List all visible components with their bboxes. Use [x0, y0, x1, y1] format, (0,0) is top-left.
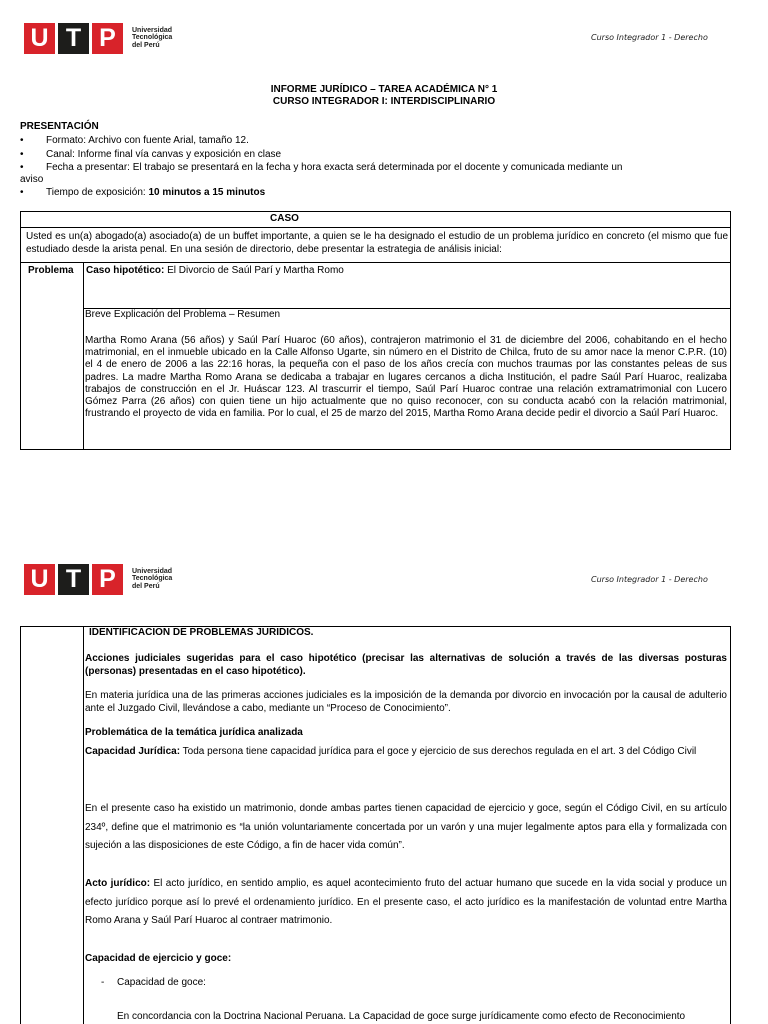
course-label: Curso Integrador 1 - Derecho	[591, 33, 708, 42]
capacidad-goce-item: Capacidad de goce:	[117, 977, 206, 988]
breve-explicacion: Breve Explicación del Problema – Resumen	[85, 309, 281, 320]
problema-label: Problema	[28, 265, 74, 276]
table-divider	[20, 262, 731, 263]
document-title: INFORME JURÍDICO – TAREA ACADÉMICA N° 1	[270, 84, 498, 95]
caso-hipotetico: Caso hipotético: El Divorcio de Saúl Parí y Martha Romo	[86, 265, 344, 276]
bullet-item: • Formato: Archivo con fuente Arial, tamaño 12.	[20, 135, 249, 146]
acto-juridico-paragraph: Acto jurídico: El acto jurídico, en sentido amplio, es aquel acontecimiento fruto del actuar humano que sucede en la vida social y produce un efecto jurídico porque así lo prevé el ordenamiento jurídico. En el presente caso, el acto jurídico es la manifestación de voluntad entre Martha Romo Arana y Saúl Parí Huaroc al contraer matrimonio.	[85, 878, 727, 926]
course-label: Curso Integrador 1 - Derecho	[591, 575, 708, 584]
identificacion-heading: IDENTIFICACION DE PROBLEMAS JURIDICOS.	[89, 627, 314, 638]
capacidad-juridica-paragraph: Capacidad Jurídica: Toda persona tiene capacidad jurídica para el goce y ejercicio de sus derechos regulada en el art. 3 del Código Civil	[85, 746, 697, 757]
table-divider	[83, 262, 84, 450]
bullet-item: • Canal: Informe final vía canvas y exposición en clase	[20, 149, 282, 160]
logo-letter-p: P	[92, 23, 123, 54]
presentacion-heading: PRESENTACIÓN	[20, 121, 99, 132]
document-subtitle: CURSO INTEGRADOR I: INTERDISCIPLINARIO	[272, 96, 496, 107]
acciones-heading: Acciones judiciales sugeridas para el caso hipotético (precisar las alternativas de solución a través de las diversas posturas (personas) presentadas en el caso hipotético).	[85, 653, 727, 677]
bullet-item: • Fecha a presentar: El trabajo se presentará en la fecha y hora exacta será determinada por el docente y comunicada mediante un	[20, 162, 623, 173]
capacidad-ejercicio-heading: Capacidad de ejercicio y goce:	[85, 953, 232, 964]
logo-university-name: Universidad Tecnológica del Perú	[132, 26, 173, 49]
caso-intro: Usted es un(a) abogado(a) asociado(a) de un buffet importante, a quien se le ha designado el estudio de un problema jurídico en concreto (el mismo que fue estudiado desde la arista penal. En una sesión de directorio, debe presentar la estrategia de análisis inicial:	[26, 231, 728, 255]
logo-letter-t: T	[58, 564, 89, 595]
bullet-continuation: aviso	[20, 174, 44, 185]
table-divider	[20, 227, 731, 228]
bullet-item: • Tiempo de exposición: 10 minutos a 15 minutos	[20, 187, 266, 198]
problematica-heading: Problemática de la temática jurídica analizada	[85, 727, 303, 738]
logo-letter-u: U	[24, 564, 55, 595]
acciones-text: En materia jurídica una de las primeras acciones judiciales es la imposición de la demanda por divorcio en invocación por la causal de adulterio ante el Juzgado Civil, llevándose a cabo, mediante un “Proceso de Conocimiento”.	[85, 690, 727, 714]
case-summary: Martha Romo Arana (56 años) y Saúl Parí Huaroc (60 años), contrajeron matrimonio el 31 de diciembre del 2006, cohabitando en el hecho matrimonial, en el inmueble ubicado en la Calle Alfonso Ugarte, sin número en el Distrito de Chilca, fruto de su amor nace la menor C.P.R. (10) el 4 de enero de 2006 a las 22:16 horas, la pequeña con el paso de los años crecía con muchos traumas por las constantes peleas de sus padres. La madre Martha Romo Arana se dedicaba a trabajar en lugares cercanos a dicha Institución, el padre Saúl Parí Huaroc, realizaba trabajos de construcción en el Jr. Huáscar 123. Al trascurrir el tiempo, Saúl Parí Huaroc contrae una relación extramatrimonial con Lucero Gómez Parra (26 años) con quien tiene un hijo actualmente que no quiso reconocer, con su conducta acabó con la relación matrimonial, frustrando el proyecto de vida en familia. Por lo cual, el 25 de marzo del 2015, Martha Romo Arana decide pedir el divorcio a Saúl Parí Huaroc.	[85, 335, 727, 420]
table-border-right	[730, 626, 731, 1024]
logo-letter-t: T	[58, 23, 89, 54]
utp-logo	[24, 563, 172, 595]
logo-letter-u: U	[24, 23, 55, 54]
table-border-left	[20, 626, 21, 1024]
list-dash: -	[101, 977, 105, 988]
caso-heading: CASO	[270, 213, 299, 224]
matrimonio-paragraph: En el presente caso ha existido un matrimonio, donde ambas partes tienen capacidad de ejercicio y goce, según el Código Civil, en su artículo 234º, define que el matrimonio es “la unión voluntariamente concertada por un varón y una mujer legalmente aptos para ella y formalizada con sujeción a las disposiciones de este Código, a fin de hacer vida común”.	[85, 803, 727, 851]
utp-logo	[24, 22, 172, 54]
logo-university-name: Universidad Tecnológica del Perú	[132, 567, 173, 590]
doctrina-paragraph: En concordancia con la Doctrina Nacional Peruana. La Capacidad de goce surge jurídicamente como efecto de Reconocimiento	[117, 1011, 686, 1022]
table-divider	[83, 626, 84, 1024]
logo-letter-p: P	[92, 564, 123, 595]
